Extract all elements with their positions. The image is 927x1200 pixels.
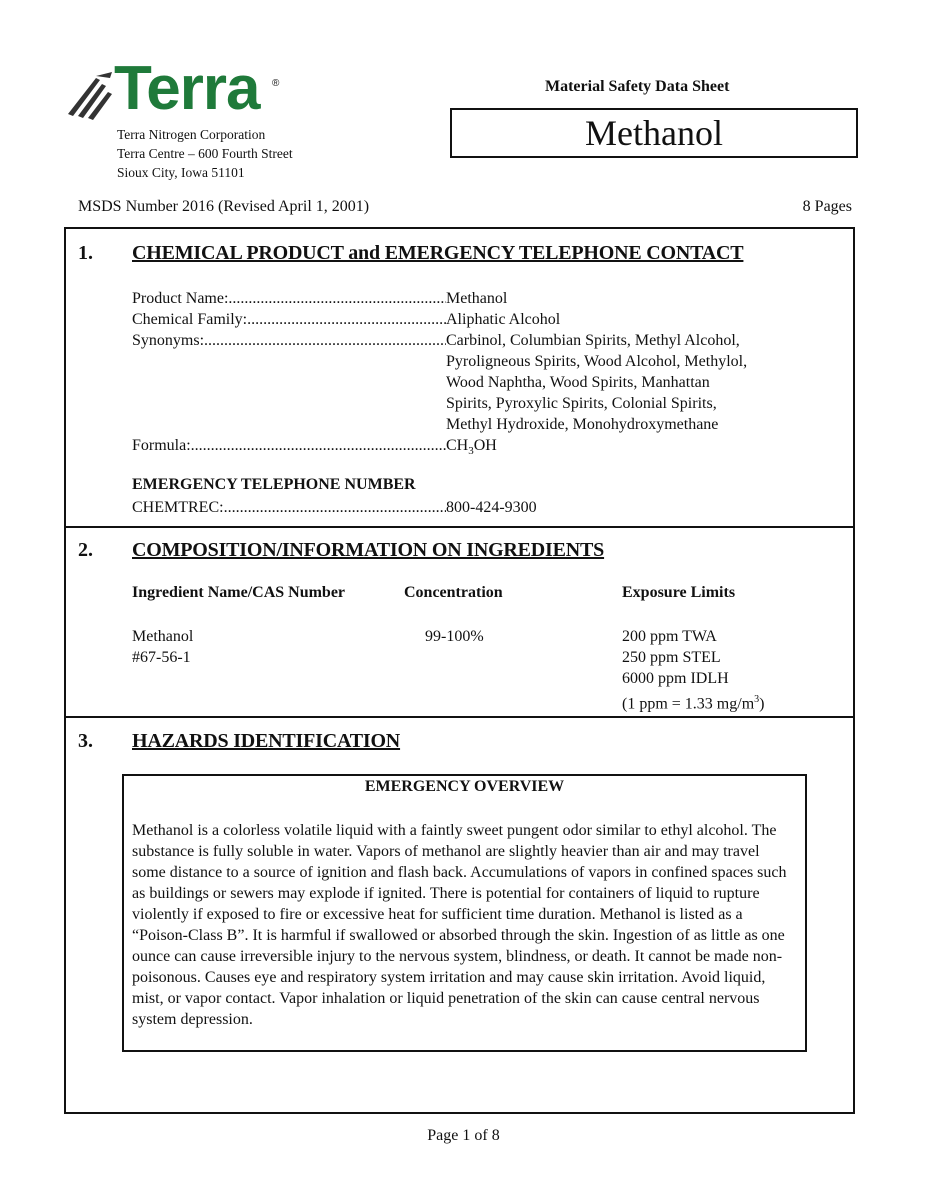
field-label: Product Name: xyxy=(132,290,229,307)
field-chemtrec xyxy=(132,497,812,518)
synonym-line: Wood Naphtha, Wood Spirits, Manhattan xyxy=(446,374,710,391)
section-2-title: COMPOSITION/INFORMATION ON INGREDIENTS xyxy=(132,539,605,561)
formula-part: OH xyxy=(473,437,497,454)
concentration-value: 99-100% xyxy=(425,628,484,645)
terra-logo-text: Terra xyxy=(114,54,260,123)
section-divider xyxy=(64,716,855,718)
ingredient-cell xyxy=(132,626,193,668)
company-address xyxy=(117,125,293,182)
field-value: Aliphatic Alcohol xyxy=(446,311,561,328)
field-label: Synonyms: xyxy=(132,332,205,349)
field-chemical-family xyxy=(132,309,812,330)
address-line: Terra Nitrogen Corporation xyxy=(117,127,266,142)
terra-wheat-icon xyxy=(66,70,116,120)
conversion-text: ) xyxy=(759,695,765,713)
product-title: Methanol xyxy=(585,113,723,153)
exposure-limit: 200 ppm TWA xyxy=(622,628,717,645)
formula-part: CH xyxy=(446,437,469,454)
exposure-limit: 6000 ppm IDLH xyxy=(622,670,729,687)
emergency-overview-title: EMERGENCY OVERVIEW xyxy=(364,778,565,795)
field-label: Formula: xyxy=(132,437,191,454)
registered-mark: ® xyxy=(272,78,280,89)
synonym-line: Methyl Hydroxide, Monohydroxymethane xyxy=(446,416,719,433)
page-count: 8 Pages xyxy=(802,198,852,215)
section-1-title: CHEMICAL PRODUCT and EMERGENCY TELEPHONE CONTACT xyxy=(132,242,744,264)
section-3-title: HAZARDS IDENTIFICATION xyxy=(132,730,401,752)
synonym-line: Spirits, Pyroxylic Spirits, Colonial Spirits, xyxy=(446,395,717,412)
conversion-factor xyxy=(622,689,764,714)
column-header-concentration: Concentration xyxy=(404,584,503,601)
column-header-exposure: Exposure Limits xyxy=(622,584,736,601)
emergency-phone-heading: EMERGENCY TELEPHONE NUMBER xyxy=(132,476,416,493)
field-product-name xyxy=(132,288,812,309)
chemtrec-phone: 800-424-9300 xyxy=(446,499,537,516)
formula-subscript: 3 xyxy=(468,445,474,458)
exposure-limit: 250 ppm STEL xyxy=(622,649,721,666)
section-1-number: 1. xyxy=(78,242,93,264)
address-line: Terra Centre – 600 Fourth Street xyxy=(117,146,293,161)
field-formula xyxy=(132,435,812,462)
section-2-number: 2. xyxy=(78,539,93,561)
emergency-overview-text: Methanol is a colorless volatile liquid with a faintly sweet pungent odor similar to ethyl alcohol. The substance is fully soluble in water. Vapors of methanol are slightly heavier than air and may travel some distance to a source of ignition and flash back. Accumulations of vapors in confined spaces such as buildings or sewers may explode if ignited. There is potential for containers of liquid to rupture violently if exposed to fire or excessive heat for sufficient time duration. Methanol is listed as a “Poison-Class B”. It is harmful if swallowed or absorbed through the skin. Ingestion of as little as one ounce can cause irreversible injury to the nervous system, blindness, or death. It cannot be made non-poisonous. Causes eye and respiratory system irritation and may cause skin irritation. Avoid liquid, mist, or vapor contact. Vapor inhalation or liquid penetration of the skin can cause central nervous system depression. xyxy=(132,822,787,1028)
msds-number: MSDS Number 2016 (Revised April 1, 2001) xyxy=(78,198,370,215)
field-value xyxy=(446,330,806,435)
exposure-limits-cell xyxy=(622,626,764,714)
conversion-superscript: 3 xyxy=(754,694,760,705)
conversion-text: (1 ppm = 1.33 mg/m xyxy=(622,695,755,713)
product-title-box xyxy=(450,108,858,158)
synonym-line: Carbinol, Columbian Spirits, Methyl Alcohol, xyxy=(446,332,740,349)
address-line: Sioux City, Iowa 51101 xyxy=(117,165,245,180)
field-synonyms xyxy=(132,330,812,435)
synonym-line: Pyroligneous Spirits, Wood Alcohol, Methylol, xyxy=(446,353,748,370)
cas-number: #67-56-1 xyxy=(132,649,191,666)
section-divider xyxy=(64,526,855,528)
ingredient-name: Methanol xyxy=(132,628,194,645)
document-type: Material Safety Data Sheet xyxy=(545,78,730,95)
section-3-number: 3. xyxy=(78,730,93,752)
field-label: Chemical Family: xyxy=(132,311,248,328)
page-number: Page 1 of 8 xyxy=(427,1127,500,1144)
field-value: Methanol xyxy=(446,290,508,307)
column-header-ingredient: Ingredient Name/CAS Number xyxy=(132,584,346,601)
field-value xyxy=(446,435,806,462)
field-label: CHEMTREC: xyxy=(132,499,224,516)
